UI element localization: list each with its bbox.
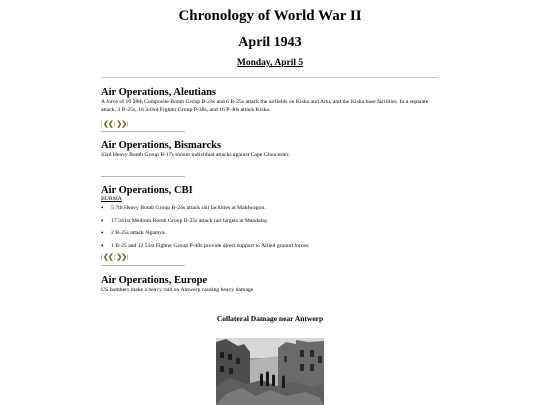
month-heading: April 1943 [238,35,302,50]
page-title: Chronology of World War II [178,8,362,24]
next-arrow-icon[interactable]: ❯❯ [116,120,127,128]
section-divider [101,176,185,177]
section-heading-cbi: Air Operations, CBI [101,185,193,196]
previous-arrow-icon[interactable]: ❮❮ [103,253,113,261]
section-divider [101,265,185,266]
cbi-list [101,205,310,255]
subheading-burma: BURMA [101,196,122,202]
nav-links: [❮❮ | ❯❯] [101,120,129,128]
date-heading: Monday, April 5 [236,58,304,68]
figure-caption: Collateral Damage near Antwerp [216,314,324,323]
list-item: • 1 B-25 and 12 51st Fighter Group P-40s provide direct support to Allied ground forces. [101,243,310,256]
section-divider [101,131,185,132]
section-text-europe: US bombers make a heavy raid on Antwerp causing heavy damage. [101,287,255,293]
list-item: • 5 7th Heavy Bomb Group B-24s attack rail facilities at Mahlwagon. [101,205,310,218]
list-item: • 17 341st Medium Bomb Group B-25s attack rail targets at Mandalay. [101,218,310,231]
section-heading-europe: Air Operations, Europe [101,275,208,286]
divider [101,77,438,78]
list-item: • 2 B-25s attack Ngamya. [101,230,310,243]
section-text-aleutians: A force of 16 28th Composite Bomb Group B-24s and 6 B-25s attack the airfields on Kiska and Attu, and the Kiska base facilities. In a separate attack, 3 B-25s, 16 343rd Fighter Group P-38s, and 16 P-40s attack Kiska. [101,99,429,113]
section-text-bismarcks: 43rd Heavy Bomb Group B-17s mount individual attacks against Cape Gloucester. [101,152,290,158]
nav-links: [❮❮ | ❯❯] [101,253,129,261]
section-heading-aleutians: Air Operations, Aleutians [101,87,217,98]
previous-arrow-icon[interactable]: ❮❮ [103,120,113,128]
antwerp-damage-photo [216,338,324,405]
section-heading-bismarcks: Air Operations, Bismarcks [101,140,222,151]
next-arrow-icon[interactable]: ❯❯ [116,253,127,261]
